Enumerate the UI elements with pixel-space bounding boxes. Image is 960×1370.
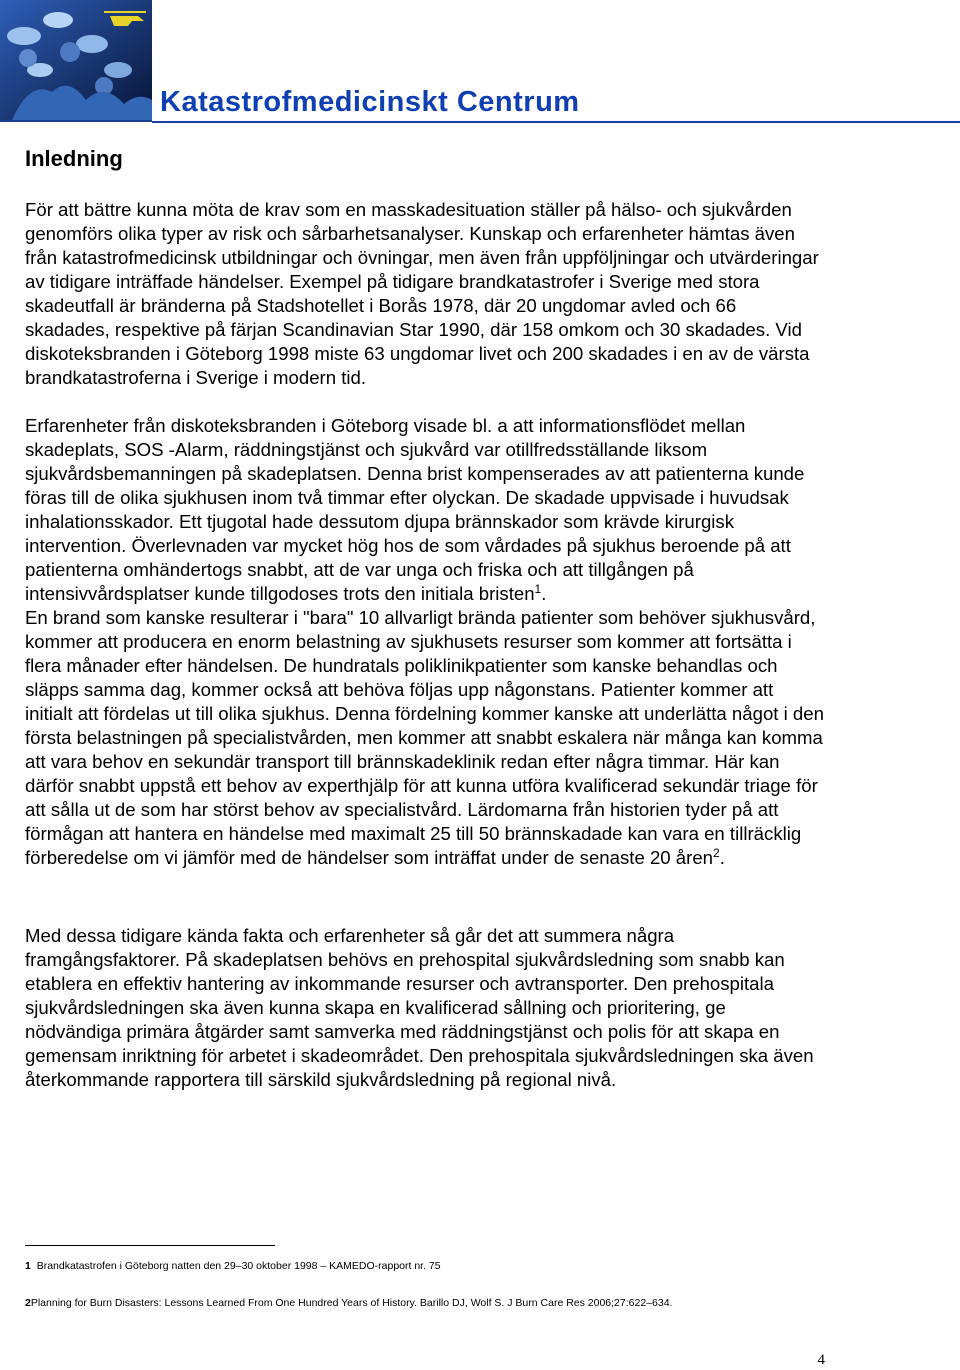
paragraph: Med dessa tidigare kända fakta och erfarenheter så går det att summera några framgångsfaktorer. På skadeplatsen behövs en prehospital sjukvårdsledning som snabb kan etablera en effektiv hantering av inkommande resurser och avtransporter. Den prehospitala sjukvårdsledningen ska även kunna skapa en kvalificerad sållning och prioritering, ge nödvändiga primära åtgärder samt samverka med räddningstjänst och polis för att skapa en gemensam inriktning för arbetet i skadeområdet. Den prehospitala sjukvårdsledningen ska även återkommande rapportera till särskild sjukvårdsledning på regional nivå. — [25, 925, 814, 1090]
footnote-separator — [25, 1245, 275, 1246]
page-number: 4 — [817, 1352, 825, 1368]
body-text — [25, 198, 825, 1092]
title-underline — [152, 121, 960, 123]
footnote-ref: 1 — [534, 582, 542, 596]
footnote: 1 Brandkatastrofen i Göteborg natten den 29–30 oktober 1998 – KAMEDO-rapport nr. 75 — [25, 1260, 441, 1272]
paragraph: Erfarenheter från diskoteksbranden i Göteborg visade bl. a att informationsflödet mellan skadeplats, SOS -Alarm, räddningstjänst och sjukvård var otillfredsställande liksom sjukvårdsbemanningen på skadeplatsen. Denna brist kompenserades av att patienterna kunde föras till de olika sjukhusen inom två timmar efter olyckan. De skadade uppvisade i huvudsak inhalationsskador. Ett tjugotal hade dessutom djupa brännskador som krävde kirurgisk intervention. Överlevnaden var mycket hög hos de som vårdades på sjukhus beroende på att patienterna omhändertogs snabbt, att de var unga och friska och att tillgången på intensivvårdsplatser kunde tillgodoses trots den initiala bristen$^1$. — [25, 415, 805, 604]
section-heading: Inledning — [25, 146, 123, 171]
footnote-ref: 2 — [713, 846, 720, 860]
paragraph: En brand som kanske resulterar i "bara" 10 allvarligt brända patienter som behöver sjukhusvård, kommer att producera en enorm belastning av sjukhusets resurser som kommer att fortsätta i flera månader efter händelsen. De hundratals poliklinikpatienter som kanske behandlas och släpps samma dag, kommer också att behöva följas upp någonstans. Patienter kommer att initialt att fördelas ut till olika sjukhus. Denna fördelning kommer kanske att underlätta något i den första belastningen på specialistvården, men kommer att snabbt eskalera när många kan komma att vara behov en sekundär transport till brännskadeklinik redan efter några timmar. Här kan därför snabbt uppstå ett behov av experthjälp för att kunna utföra kvalificerad sekundär triage för att sålla ut de som har störst behov av specialistvård. Lärdomarna från historien tyder på att förmågan att hantera en händelse med maximalt 25 till 50 brännskadade kan vara en tillräcklig förberedelse om vi jämför med de händelser som inträffat under de senaste 20 åren$^2$. — [25, 607, 824, 868]
surgeons-and-helicopter-logo-icon — [0, 0, 152, 122]
footnote: 2Planning for Burn Disasters: Lessons Learned From One Hundred Years of History. Barillo DJ, Wolf S. J Burn Care Res 2006;27:622–634. — [25, 1297, 673, 1309]
organization-title: Katastrofmedicinskt Centrum — [160, 86, 580, 118]
paragraph: För att bättre kunna möta de krav som en masskadesituation ställer på hälso- och sjukvården genomförs olika typer av risk och sårbarhetsanalyser. Kunskap och erfarenheter hämtas även från katastrofmedicinsk utbildningar och övningar, men även från uppföljningar och utvärderingar av tidigare inträffade händelser. Exempel på tidigare brandkatastrofer i Sverige med stora skadeutfall är bränderna på Stadshotellet i Borås 1978, där 20 ungdomar avled och 66 skadades, respektive på färjan Scandinavian Star 1990, där 158 omkom och 30 skadades. Vid diskoteksbranden i Göteborg 1998 miste 63 ungdomar livet och 200 skadades i en av de värsta brandkatastroferna i Sverige i modern tid. — [25, 199, 819, 388]
